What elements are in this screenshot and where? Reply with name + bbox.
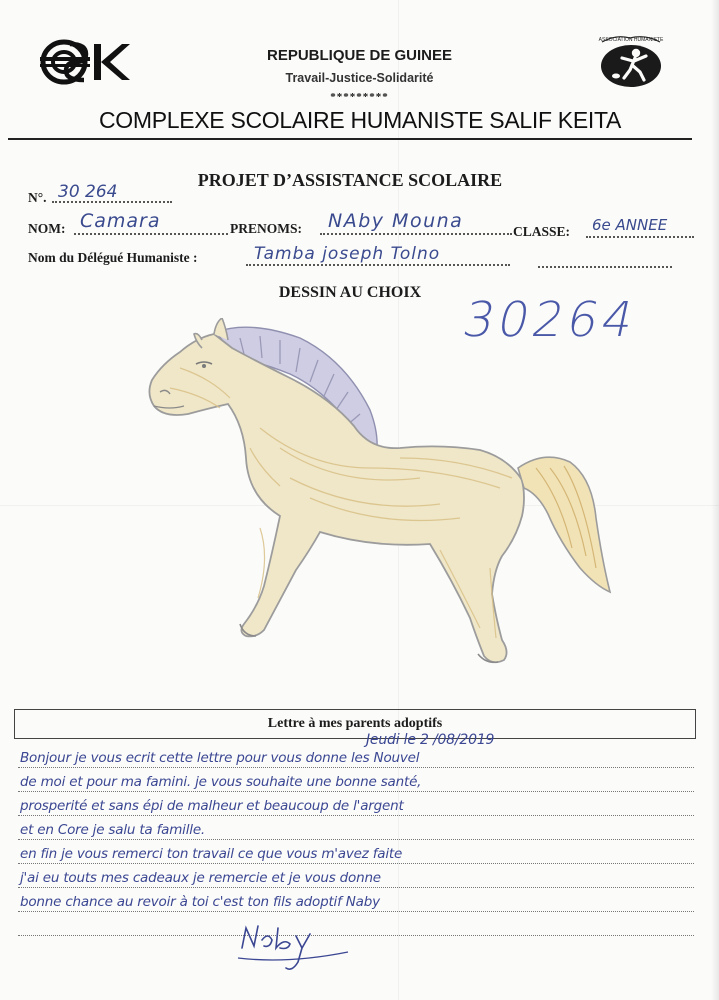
national-motto: Travail-Justice-Solidarité bbox=[285, 71, 434, 85]
letter-title-box bbox=[14, 709, 696, 739]
letter-date: Jeudi le 2 /08/2019 bbox=[366, 732, 495, 748]
classe-dotted-line bbox=[586, 236, 694, 238]
letter-line: de moi et pour ma famini. je vous souhaite une bonne santé, bbox=[20, 774, 422, 790]
prenoms-value: NAby Mouna bbox=[328, 210, 464, 232]
letter-line: j'ai eu touts mes cadeaux je remercie et je vous donne bbox=[20, 870, 381, 886]
letter-rule bbox=[18, 791, 694, 792]
letter-rule bbox=[18, 911, 694, 912]
prenoms-dotted-line bbox=[320, 233, 512, 235]
header-rule bbox=[8, 138, 692, 140]
separator-stars: ********* bbox=[330, 91, 389, 103]
classe-value: 6e ANNEE bbox=[592, 216, 668, 234]
delegate-label: Nom du Délégué Humaniste : bbox=[28, 250, 198, 265]
letter-line: Bonjour je vous ecrit cette lettre pour vous donne les Nouvel bbox=[20, 750, 420, 766]
project-title: PROJET D’ASSISTANCE SCOLAIRE bbox=[197, 170, 503, 190]
classe-label: CLASSE: bbox=[513, 224, 571, 239]
letter-line: prosperité et sans épi de malheur et beaucoup de l'argent bbox=[20, 798, 404, 814]
nom-dotted-line bbox=[74, 233, 228, 235]
letter-line: bonne chance au revoir à toi c'est ton fils adoptif Naby bbox=[20, 894, 380, 910]
letter-rule bbox=[18, 887, 694, 888]
letter-rule bbox=[18, 839, 694, 840]
letter-title: Lettre à mes parents adoptifs bbox=[267, 716, 443, 731]
letter-rule bbox=[18, 767, 694, 768]
number-label: N°. bbox=[28, 190, 47, 205]
drawing-section-title: DESSIN AU CHOIX bbox=[278, 284, 422, 301]
nom-value: Camara bbox=[80, 210, 161, 232]
school-name: COMPLEXE SCOLAIRE HUMANISTE SALIF KEITA bbox=[98, 107, 622, 133]
svg-text:ASSOCIATION HUMANISTE: ASSOCIATION HUMANISTE bbox=[598, 37, 664, 43]
paper-edge-shadow bbox=[711, 0, 719, 1000]
number-value: 30 264 bbox=[58, 182, 118, 202]
letter-line: et en Core je salu ta famille. bbox=[20, 822, 206, 838]
letter-rule bbox=[18, 863, 694, 864]
delegate-extra-dotted-line bbox=[538, 266, 672, 268]
horse-drawing bbox=[140, 318, 620, 678]
letter-rule bbox=[18, 815, 694, 816]
letter-line: en fin je vous remerci ton travail ce que vous m'avez faite bbox=[20, 846, 403, 862]
country-title: REPUBLIQUE DE GUINEE bbox=[266, 47, 453, 64]
prenoms-label: PRENOMS: bbox=[230, 221, 302, 236]
nom-label: NOM: bbox=[28, 221, 66, 236]
signature bbox=[228, 920, 358, 980]
delegate-dotted-line bbox=[246, 264, 510, 266]
handwritten-reference-number: 30264 bbox=[458, 292, 643, 348]
delegate-value: Tamba joseph Tolno bbox=[254, 244, 441, 264]
